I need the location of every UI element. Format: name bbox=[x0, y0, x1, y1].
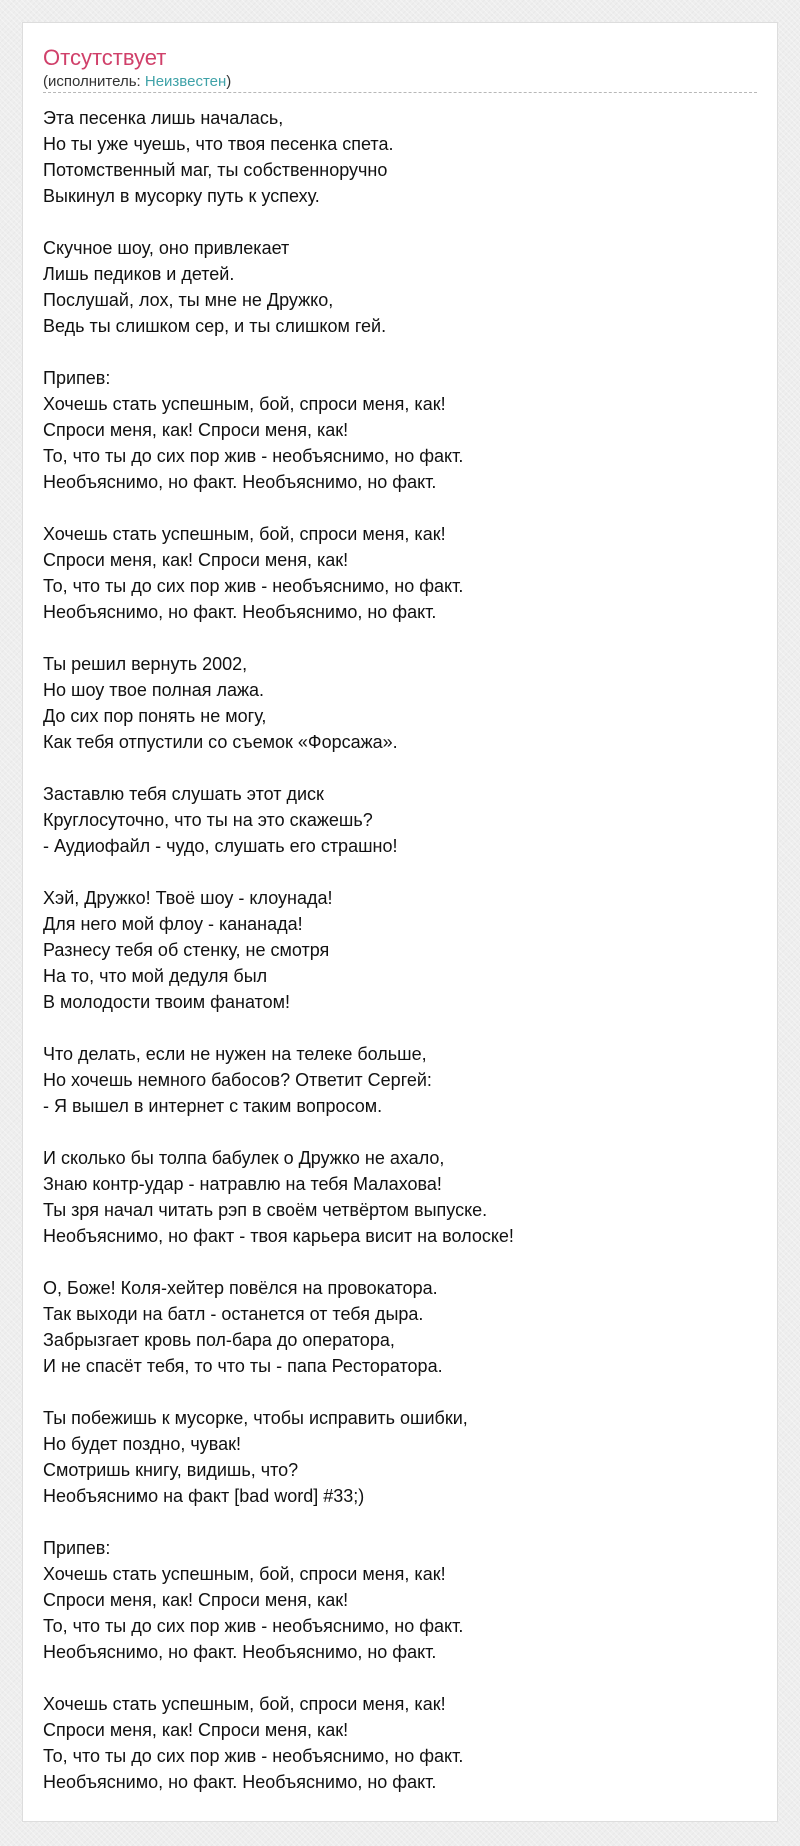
lyrics-line: - Я вышел в интернет с таким вопросом. bbox=[43, 1096, 383, 1116]
lyrics-line: Хочешь стать успешным, бой, спроси меня, как! bbox=[43, 524, 446, 544]
lyrics-stanza bbox=[43, 1535, 757, 1665]
lyrics-line: Спроси меня, как! Спроси меня, как! bbox=[43, 420, 349, 440]
lyrics-stanza bbox=[43, 651, 757, 755]
lyrics-stanza bbox=[43, 521, 757, 625]
artist-link[interactable]: Неизвестен bbox=[144, 73, 227, 90]
lyrics-line: Ведь ты слишком сер, и ты слишком гей. bbox=[43, 316, 387, 336]
lyrics-text bbox=[43, 105, 757, 1795]
lyrics-stanza bbox=[43, 1691, 757, 1795]
lyrics-line: Хэй, Дружко! Твоё шоу - клоунада! bbox=[43, 888, 333, 908]
lyrics-line: Необъяснимо, но факт. Необъяснимо, но факт. bbox=[43, 472, 437, 492]
lyrics-line: На то, что мой дедуля был bbox=[43, 966, 268, 986]
lyrics-line: И сколько бы толпа бабулек о Дружко не ахало, bbox=[43, 1148, 445, 1168]
lyrics-line: Необъяснимо, но факт. Необъяснимо, но факт. bbox=[43, 602, 437, 622]
lyrics-line: Круглосуточно, что ты на это скажешь? bbox=[43, 810, 373, 830]
lyrics-line: Смотришь книгу, видишь, что? bbox=[43, 1460, 299, 1480]
lyrics-line: То, что ты до сих пор жив - необъяснимо, но факт. bbox=[43, 446, 464, 466]
lyrics-card bbox=[22, 22, 778, 1822]
lyrics-line: Разнесу тебя об стенку, не смотря bbox=[43, 940, 330, 960]
lyrics-line: Что делать, если не нужен на телеке больше, bbox=[43, 1044, 427, 1064]
lyrics-line: Потомственный маг, ты собственноручно bbox=[43, 160, 388, 180]
lyrics-line: Припев: bbox=[43, 1538, 111, 1558]
lyrics-line: Ты побежишь к мусорке, чтобы исправить ошибки, bbox=[43, 1408, 468, 1428]
lyrics-stanza bbox=[43, 365, 757, 495]
lyrics-line: Ты решил вернуть 2002, bbox=[43, 654, 248, 674]
lyrics-line: Но будет поздно, чувак! bbox=[43, 1434, 241, 1454]
lyrics-line: Но хочешь немного бабосов? Ответит Сергей: bbox=[43, 1070, 432, 1090]
lyrics-line: Заставлю тебя слушать этот диск bbox=[43, 784, 324, 804]
artist-suffix: ) bbox=[226, 73, 232, 90]
lyrics-line: Хочешь стать успешным, бой, спроси меня, как! bbox=[43, 394, 446, 414]
lyrics-line: О, Боже! Коля-хейтер повёлся на провокатора. bbox=[43, 1278, 438, 1298]
lyrics-stanza bbox=[43, 885, 757, 1015]
lyrics-line: - Аудиофайл - чудо, слушать его страшно! bbox=[43, 836, 398, 856]
lyrics-line: Так выходи на батл - останется от тебя дыра. bbox=[43, 1304, 424, 1324]
lyrics-line: Выкинул в мусорку путь к успеху. bbox=[43, 186, 320, 206]
lyrics-stanza bbox=[43, 781, 757, 859]
lyrics-line: Скучное шоу, оно привлекает bbox=[43, 238, 290, 258]
lyrics-line: Необъяснимо, но факт. Необъяснимо, но факт. bbox=[43, 1772, 437, 1792]
lyrics-line: Необъяснимо, но факт - твоя карьера висит на волоске! bbox=[43, 1226, 514, 1246]
lyrics-line: Необъяснимо на факт [bad word] #33;) bbox=[43, 1486, 365, 1506]
lyrics-line: Ты зря начал читать рэп в своём четвёртом выпуске. bbox=[43, 1200, 488, 1220]
lyrics-line: Как тебя отпустили со съемок «Форсажа». bbox=[43, 732, 398, 752]
lyrics-line: Послушай, лох, ты мне не Дружко, bbox=[43, 290, 334, 310]
song-title: Отсутствует bbox=[43, 45, 167, 70]
lyrics-line: Знаю контр-удар - натравлю на тебя Малахова! bbox=[43, 1174, 442, 1194]
lyrics-stanza bbox=[43, 235, 757, 339]
lyrics-line: В молодости твоим фанатом! bbox=[43, 992, 290, 1012]
lyrics-line: Эта песенка лишь началась, bbox=[43, 108, 284, 128]
lyrics-stanza bbox=[43, 1275, 757, 1379]
lyrics-line: Припев: bbox=[43, 368, 111, 388]
lyrics-stanza bbox=[43, 1041, 757, 1119]
lyrics-line: До сих пор понять не могу, bbox=[43, 706, 267, 726]
lyrics-line: Для него мой флоу - кананада! bbox=[43, 914, 303, 934]
artist-prefix: (исполнитель: bbox=[43, 73, 145, 90]
lyrics-line: Спроси меня, как! Спроси меня, как! bbox=[43, 1720, 349, 1740]
lyrics-line: Спроси меня, как! Спроси меня, как! bbox=[43, 1590, 349, 1610]
lyrics-line: Спроси меня, как! Спроси меня, как! bbox=[43, 550, 349, 570]
lyrics-stanza bbox=[43, 1145, 757, 1249]
lyrics-line: Необъяснимо, но факт. Необъяснимо, но факт. bbox=[43, 1642, 437, 1662]
lyrics-line: И не спасёт тебя, то что ты - папа Ресторатора. bbox=[43, 1356, 443, 1376]
lyrics-line: То, что ты до сих пор жив - необъяснимо, но факт. bbox=[43, 1746, 464, 1766]
lyrics-line: То, что ты до сих пор жив - необъяснимо, но факт. bbox=[43, 576, 464, 596]
lyrics-line: Хочешь стать успешным, бой, спроси меня, как! bbox=[43, 1564, 446, 1584]
lyrics-line: Но шоу твое полная лажа. bbox=[43, 680, 265, 700]
lyrics-line: Хочешь стать успешным, бой, спроси меня, как! bbox=[43, 1694, 446, 1714]
lyrics-stanza bbox=[43, 1405, 757, 1509]
lyrics-stanza bbox=[43, 105, 757, 209]
lyrics-line: То, что ты до сих пор жив - необъяснимо, но факт. bbox=[43, 1616, 464, 1636]
lyrics-line: Лишь педиков и детей. bbox=[43, 264, 235, 284]
artist-line bbox=[43, 73, 757, 93]
lyrics-line: Но ты уже чуешь, что твоя песенка спета. bbox=[43, 134, 394, 154]
lyrics-line: Забрызгает кровь пол-бара до оператора, bbox=[43, 1330, 395, 1350]
